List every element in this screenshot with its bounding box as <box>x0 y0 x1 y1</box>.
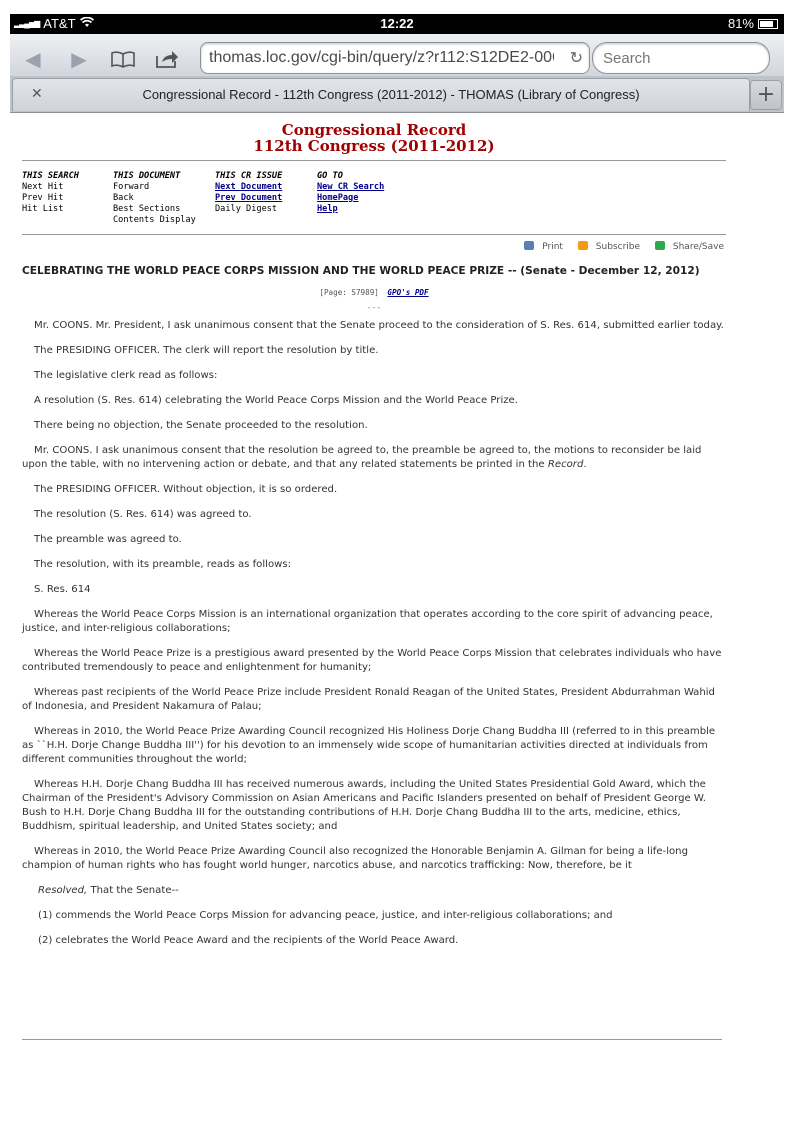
subscribe-link[interactable] <box>572 242 640 252</box>
plus-icon[interactable]: + <box>750 80 782 110</box>
page-content <box>22 112 726 948</box>
paragraph: The PRESIDING OFFICER. Without objection, it is so ordered. <box>34 484 338 495</box>
document-body <box>22 319 726 948</box>
paragraph: Whereas in 2010, the World Peace Prize Awarding Council also recognized the Honorable Benjamin A. Gilman for being a life-long champion of human rights who has fought world hunger, narcotics abuse, and narcotics trafficking: Now, therefore, be it <box>22 846 688 871</box>
paragraph: Whereas H.H. Dorje Chang Buddha III has received numerous awards, including the United States Presidential Gold Award, which the Chairman of the President's Advisory Commission on Asian Americans and Pacific Islanders presented on behalf of President George W. Bush to H.H. Dorje Chang Buddha III for the outstanding contributions of H.H. Dorje Chang Buddha III to the arts, medicine, ethics, Buddhism, spiritual leadership, and United States society; and <box>22 779 706 832</box>
nav-heading: GO TO <box>317 171 343 181</box>
subtitle-line: 112th Congress (2011-2012) <box>253 137 495 155</box>
page-title <box>22 122 726 154</box>
tab-title: Congressional Record - 112th Congress (2011-2012) - THOMAS (Library of Congress) <box>142 87 640 102</box>
search-box[interactable] <box>592 42 770 74</box>
document-title: CELEBRATING THE WORLD PEACE CORPS MISSION AND THE WORLD PEACE PRIZE -- (Senate - December 12, 2012) <box>22 265 700 277</box>
tab-strip <box>10 76 784 113</box>
share-icon[interactable] <box>154 46 180 72</box>
battery-fill <box>760 21 773 27</box>
nav-item[interactable]: Forward <box>113 182 150 192</box>
battery-group <box>728 16 778 31</box>
title-line: Congressional Record <box>281 121 467 139</box>
nav-go-to <box>317 171 417 226</box>
paragraph: The legislative clerk read as follows: <box>34 370 218 381</box>
paragraph: Whereas the World Peace Prize is a prestigious award presented by the World Peace Corps Mission that celebrates individuals who have contributed tremendously to peace and enlightenment for humanity; <box>22 648 722 673</box>
battery-icon <box>758 19 778 29</box>
paragraph: Whereas in 2010, the World Peace Prize Awarding Council recognized His Holiness Dorje Chang Buddha III (referred to in this preamble as ``H.H. Dorje Change Buddha III'') for his devotion to an immensely wide scope of humanitarian activities directed at individuals from different communities throughout the world; <box>22 726 716 765</box>
help-link[interactable]: Help <box>317 204 338 214</box>
paragraph: A resolution (S. Res. 614) celebrating the World Peace Corps Mission and the World Peace Prize. <box>34 395 518 406</box>
print-label: Print <box>542 242 563 252</box>
back-icon[interactable]: ◀ <box>25 47 41 71</box>
url-input[interactable] <box>209 43 554 73</box>
paragraph: Mr. COONS. Mr. President, I ask unanimous consent that the Senate proceed to the consideration of S. Res. 614, submitted earlier today. <box>34 320 724 331</box>
nav-item[interactable]: Contents Display <box>113 215 196 225</box>
separator: --- <box>366 303 382 312</box>
forward-icon[interactable]: ▶ <box>71 47 87 71</box>
active-tab[interactable] <box>12 78 750 111</box>
paragraph-text: Mr. COONS. I ask unanimous consent that the resolution be agreed to, the preamble be agreed to, the motions to reconsider be laid upon the table, with no intervening action or debate, and that any related statements be printed in the <box>22 445 702 470</box>
prev-document-link[interactable]: Prev Document <box>215 193 283 203</box>
signal-icon: ▂▃▄▅▆ <box>14 19 40 28</box>
paragraph: S. Res. 614 <box>34 584 91 595</box>
nav-heading: THIS SEARCH <box>22 171 79 181</box>
nav-heading: THIS CR ISSUE <box>215 171 283 181</box>
divider <box>22 160 726 161</box>
share-save-link[interactable] <box>649 242 724 252</box>
paragraph: The resolution (S. Res. 614) was agreed to. <box>34 509 252 520</box>
nav-this-cr-issue <box>215 171 317 226</box>
page-number: [Page: S7989] <box>319 288 379 297</box>
paragraph: There being no objection, the Senate proceeded to the resolution. <box>34 420 368 431</box>
nav-item[interactable]: Hit List <box>22 204 64 214</box>
gpo-pdf-link[interactable]: GPO's PDF <box>387 288 429 297</box>
document-nav <box>22 171 726 226</box>
paragraph: (2) celebrates the World Peace Award and the recipients of the World Peace Award. <box>38 935 459 946</box>
battery-percent: 81% <box>727 16 754 31</box>
subscribe-label: Subscribe <box>595 242 641 252</box>
footer-divider <box>22 1039 722 1040</box>
nav-item[interactable]: Next Hit <box>22 182 64 192</box>
nav-item[interactable]: Back <box>113 193 134 203</box>
paragraph: The preamble was agreed to. <box>34 534 182 545</box>
paragraph-text: That the Senate-- <box>90 885 179 896</box>
resolved-word: Resolved, <box>38 885 88 896</box>
share-label: Share/Save <box>672 242 724 252</box>
paragraph: (1) commends the World Peace Corps Mission for advancing peace, justice, and inter-religious collaborations; and <box>38 910 613 921</box>
record-word: Record <box>547 459 584 470</box>
nav-heading: THIS DOCUMENT <box>113 171 181 181</box>
paragraph: Whereas the World Peace Corps Mission is an international organization that operates according to the core spirit of advancing peace, justice, and inter-religious collaborations; <box>22 609 713 634</box>
utility-links <box>22 241 726 252</box>
bookmarks-icon[interactable] <box>110 46 136 72</box>
address-bar[interactable] <box>200 42 590 74</box>
nav-item[interactable]: Best Sections <box>113 204 181 214</box>
paragraph <box>22 884 726 898</box>
search-input[interactable] <box>603 43 759 73</box>
rss-icon <box>578 241 588 250</box>
carrier-label: AT&T <box>43 16 76 31</box>
ipad-screen <box>10 14 784 1044</box>
paragraph: Whereas past recipients of the World Peace Prize include President Ronald Reagan of the United States, President Abdurrahman Wahid of Indonesia, and President Nakamura of Palau; <box>22 687 715 712</box>
share-plus-icon <box>655 241 665 250</box>
status-bar <box>10 14 784 34</box>
paragraph: The PRESIDING OFFICER. The clerk will report the resolution by title. <box>34 345 379 356</box>
printer-icon <box>524 241 534 250</box>
nav-item[interactable]: Prev Hit <box>22 193 64 203</box>
paragraph: The resolution, with its preamble, reads as follows: <box>34 559 292 570</box>
nav-this-document <box>113 171 215 226</box>
print-link[interactable] <box>518 242 563 252</box>
paragraph: Mr. COONS. I ask unanimous consent that the resolution be agreed to, the preamble be agreed to, the motions to reconsider be laid upon the table, with no intervening action or debate, and that any related statements be printed in the Record. <box>22 445 702 470</box>
new-cr-search-link[interactable]: New CR Search <box>317 182 385 192</box>
divider <box>22 234 726 235</box>
page-reference <box>22 288 726 297</box>
reload-icon[interactable]: ↻ <box>569 48 583 67</box>
clock: 12:22 <box>380 16 414 31</box>
next-document-link[interactable]: Next Document <box>215 182 283 192</box>
homepage-link[interactable]: HomePage <box>317 193 359 203</box>
nav-item[interactable]: Daily Digest <box>215 204 278 214</box>
close-icon[interactable]: ✕ <box>31 86 43 102</box>
nav-this-search <box>22 171 113 226</box>
